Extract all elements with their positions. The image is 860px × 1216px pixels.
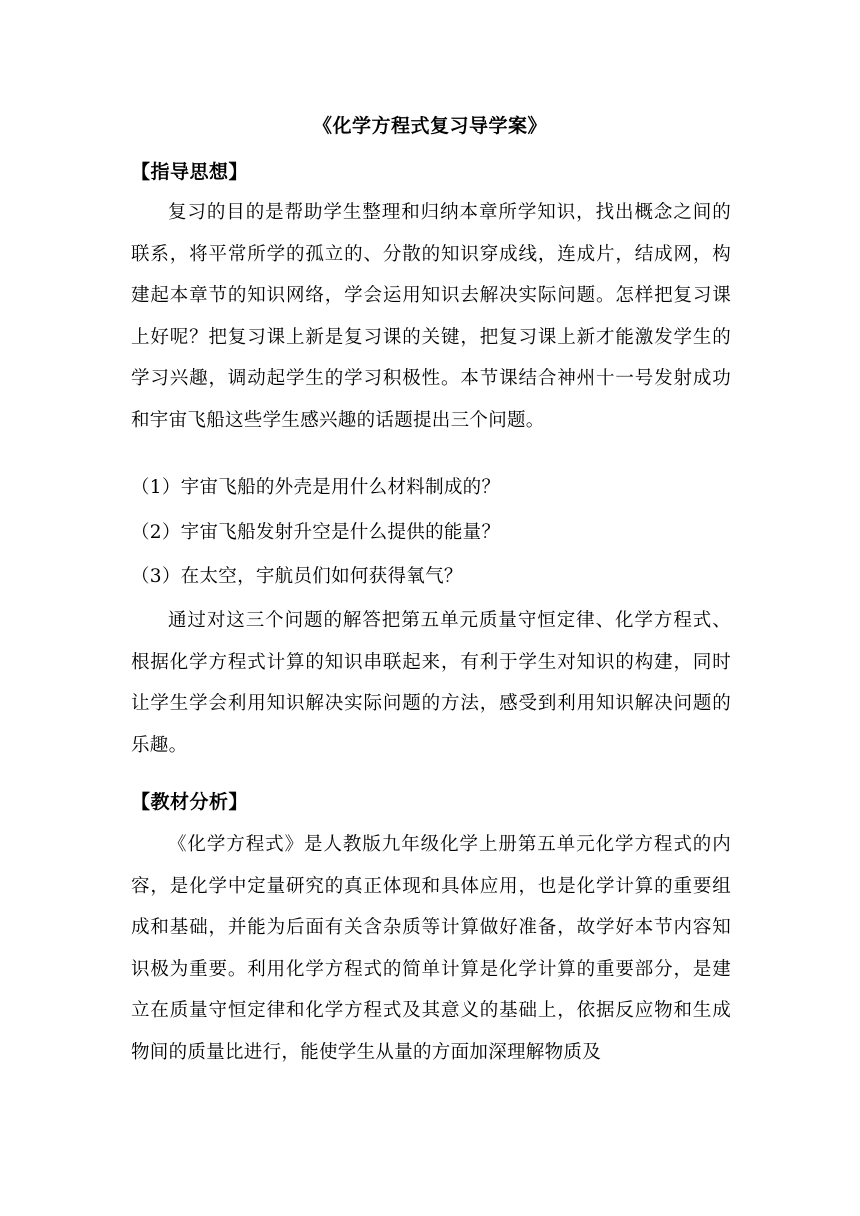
document-title: 《化学方程式复习导学案》 [312, 115, 547, 137]
paragraph-guiding-idea: 复习的目的是帮助学生整理和归纳本章所学知识，找出概念之间的联系，将平常所学的孤立的、分散的知识穿成线，连成片，结成网，构建起本章节的知识网络，学会运用知识去解决实际问题。怎样把复习课上好呢？把复习课上新是复习课的关键，把复习课上新才能激发学生的学习兴趣，调动起学生的学习积极性。本节课结合神州十一号发射成功和宇宙飞船这些学生感兴趣的话题提出三个问题。 [131, 202, 731, 431]
question-item-1: （1）宇宙飞船的外壳是用什么材料制成的？ [131, 477, 501, 498]
question-item-3: （3）在太空，宇航员们如何获得氧气？ [131, 566, 463, 587]
paragraph-textbook-analysis: 《化学方程式》是人教版九年级化学上册第五单元化学方程式的内容，是化学中定量研究的真正体现和具体应用，也是化学计算的重要组成和基础，并能为后面有关含杂质等计算做好准备，故学好本节内容知识极为重要。利用化学方程式的简单计算是化学计算的重要部分，是建立在质量守恒定律和化学方程式及其意义的基础上，依据反应物和生成物间的质量比进行，能使学生从量的方面加深理解物质及 [131, 834, 731, 1063]
section-heading-textbook-analysis: 【教材分析】 [131, 791, 249, 813]
section-heading-guiding-idea: 【指导思想】 [131, 161, 249, 183]
paragraph-question-summary: 通过对这三个问题的解答把第五单元质量守恒定律、化学方程式、根据化学方程式计算的知识串联起来，有利于学生对知识的构建，同时让学生学会利用知识解决实际问题的方法，感受到利用知识解决问题的乐趣。 [131, 610, 731, 756]
question-item-2: （2）宇宙飞船发射升空是什么提供的能量？ [131, 522, 501, 543]
